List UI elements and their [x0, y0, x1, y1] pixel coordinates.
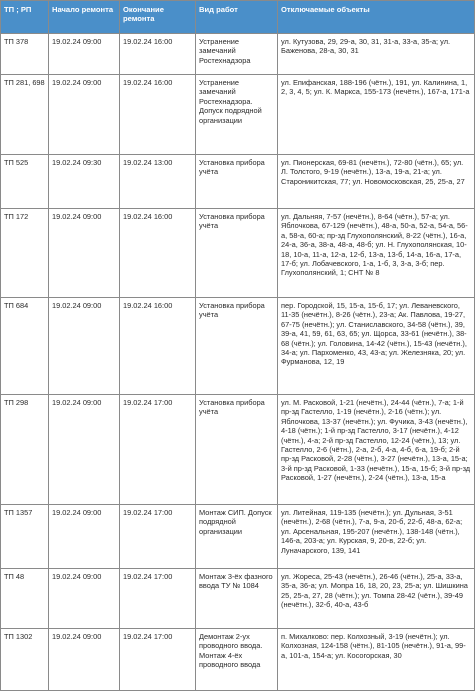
- objects-cell: ул. Литейная, 119-135 (нечётн.); ул. Дульная, 3-51 (нечётн.), 2-68 (чётн.), 7-а, 9-а, 20-б, 22-б, 48-а, 62-а; ул. Арсенальная, 195-207 (нечётн.), 138-148 (чётн.), 146-а, 203-а; ул. Курская, 9, 20-в, 22-б; ул. Луначарского, 139, 141: [278, 505, 475, 569]
- header-repair-end: Окончание ремонта: [120, 1, 196, 34]
- work-type-cell: Установка прибора учёта: [196, 155, 278, 209]
- substation-cell: ТП 1302: [1, 629, 49, 691]
- objects-cell: ул. Епифанская, 188-196 (чётн.), 191, ул. Калинина, 1, 2, 3, 4, 5; ул. К. Маркса, 155-173 (нечётн.), 167-а, 171-а: [278, 75, 475, 155]
- table-row: [1, 209, 475, 298]
- table-row: [1, 298, 475, 395]
- objects-cell: ул. Дальняя, 7-57 (нечётн.), 8-64 (чётн.), 57-а; ул. Яблочкова, 67-129 (нечётн.), 48-а, 50-а, 52-а, 54-а, 56-а, 58-а, 60-а; пр-зд Глухополянский, 8-22 (чётн.), 16-а, 24-а, 36-а, 38-а, 48-а, 48-б; ул. Н. Глухополянская, 10-18, 10-а, 11-а, 12-а, 12-б, 13-а, 13-б, 14-а, 16-а, 17-а, 17-б; ул. Лобачевского, 1-а, 1-б, 3, 3-а, 3-б; пер. Глухополянский, 1; СНТ № 8: [278, 209, 475, 298]
- end-cell: 19.02.24 16:00: [120, 34, 196, 75]
- substation-cell: ТП 525: [1, 155, 49, 209]
- header-affected-objects: Отключаемые объекты: [278, 1, 475, 34]
- substation-cell: ТП 48: [1, 569, 49, 629]
- objects-cell: п. Михалково: пер. Колхозный, 3-19 (нечётн.); ул. Колхозная, 124-158 (чётн.), 81-105 (нечётн.), 91-а, 99-а, 101-а, 154-а; ул. Косогорская, 30: [278, 629, 475, 691]
- work-type-cell: Монтаж 3-ёх фазного ввода ТУ № 1084: [196, 569, 278, 629]
- objects-cell: ул. М. Расковой, 1-21 (нечётн.), 24-44 (чётн.), 7-а; 1-й пр-зд Гастелло, 1-19 (нечётн.), 2-16 (чётн.); ул. Яблочкова, 13-37 (нечётн.); ул. Фучика, 3-43 (нечётн.), 4-18 (чётн.); 1-й пр-зд Гастелло, 3-17 (нечётн.), 4-12 (чётн.), 4-а; 2-й пр-зд Гастелло, 12-24 (чётн.), 13; ул. Гастелло, 2-6 (чётн.), 2-а, 2-б, 4-а, 4-б, 6-а, 19-б; 2-й пр-зд Расковой, 2-28 (чётн.), 3-27 (нечётн.), 13-а, 15-а; 3-й пр-зд Расковой, 1-33 (нечётн.), 15-а, 15-б; 3-й пр-зд Расковой, 1-27 (нечётн.), 2-24 (чётн.), 13-а, 15-а: [278, 395, 475, 505]
- objects-cell: ул. Пионерская, 69-81 (нечётн.), 72-80 (чётн.), 65; ул. Л. Толстого, 9-19 (нечётн.), 13-а, 19-а, 21-а; ул. Староникитская, 77; ул. Новомосковская, 25, 25-а, 27: [278, 155, 475, 209]
- work-type-cell: Установка прибора учёта: [196, 395, 278, 505]
- end-cell: 19.02.24 16:00: [120, 209, 196, 298]
- work-type-cell: Монтаж СИП. Допуск подрядной организации: [196, 505, 278, 569]
- start-cell: 19.02.24 09:00: [49, 34, 120, 75]
- header-substation: ТП ; РП: [1, 1, 49, 34]
- work-type-cell: Устранение замечаний Ростехнадзора. Допуск подрядной организации: [196, 75, 278, 155]
- substation-cell: ТП 684: [1, 298, 49, 395]
- substation-cell: ТП 378: [1, 34, 49, 75]
- start-cell: 19.02.24 09:00: [49, 505, 120, 569]
- end-cell: 19.02.24 16:00: [120, 298, 196, 395]
- header-work-type: Вид работ: [196, 1, 278, 34]
- objects-cell: пер. Городской, 15, 15-а, 15-б, 17; ул. Леваневского, 11-35 (нечётн.), 8-26 (чётн.), 23-а; Ак. Павлова, 19-27, 67-75 (нечётн.); ул. Станиславского, 34-58 (чётн.), 39, 39-а, 41, 59, 61, 63, 65; ул. Щорса, 33-61 (нечётн.), 38-68 (чётн.); ул. Головина, 14-42 (чётн.), 15-43 (нечётн.), 34-а; ул. Пархоменко, 43, 43-а; ул. Железняка, 20; ул. Фурманова, 12, 19: [278, 298, 475, 395]
- start-cell: 19.02.24 09:00: [49, 395, 120, 505]
- table-row: [1, 155, 475, 209]
- table-row: [1, 629, 475, 691]
- end-cell: 19.02.24 17:00: [120, 629, 196, 691]
- end-cell: 19.02.24 17:00: [120, 569, 196, 629]
- table-row: [1, 75, 475, 155]
- start-cell: 19.02.24 09:00: [49, 629, 120, 691]
- table-row: [1, 505, 475, 569]
- end-cell: 19.02.24 13:00: [120, 155, 196, 209]
- work-type-cell: Устранение замечаний Ростехнадзора: [196, 34, 278, 75]
- objects-cell: ул. Кутузова, 29, 29-а, 30, 31, 31-а, 33-а, 35-а; ул. Баженова, 28-а, 30, 31: [278, 34, 475, 75]
- substation-cell: ТП 1357: [1, 505, 49, 569]
- start-cell: 19.02.24 09:00: [49, 569, 120, 629]
- table-header-row: [1, 1, 475, 34]
- table-row: [1, 395, 475, 505]
- start-cell: 19.02.24 09:00: [49, 75, 120, 155]
- work-type-cell: Демонтаж 2-ух проводного ввода. Монтаж 4-ёх проводного ввода: [196, 629, 278, 691]
- header-repair-start: Начало ремонта: [49, 1, 120, 34]
- table-row: [1, 569, 475, 629]
- substation-cell: ТП 281, 698: [1, 75, 49, 155]
- end-cell: 19.02.24 16:00: [120, 75, 196, 155]
- work-type-cell: Установка прибора учёта: [196, 209, 278, 298]
- substation-cell: ТП 298: [1, 395, 49, 505]
- end-cell: 19.02.24 17:00: [120, 505, 196, 569]
- start-cell: 19.02.24 09:00: [49, 298, 120, 395]
- work-type-cell: Установка прибора учёта: [196, 298, 278, 395]
- end-cell: 19.02.24 17:00: [120, 395, 196, 505]
- start-cell: 19.02.24 09:00: [49, 209, 120, 298]
- substation-cell: ТП 172: [1, 209, 49, 298]
- start-cell: 19.02.24 09:30: [49, 155, 120, 209]
- objects-cell: ул. Жореса, 25-43 (нечётн.), 26-46 (чётн.), 25-а, 33-а, 35-а, 36-а; ул. Мопра 16, 18, 20, 23, 25-а; ул. Шишкина 25, 25-а, 27, 28 (чётн.); ул. Томпа 28-42 (чётн.), 39-49 (нечётн.), 32-б, 40-а, 43-б: [278, 569, 475, 629]
- table-row: [1, 34, 475, 75]
